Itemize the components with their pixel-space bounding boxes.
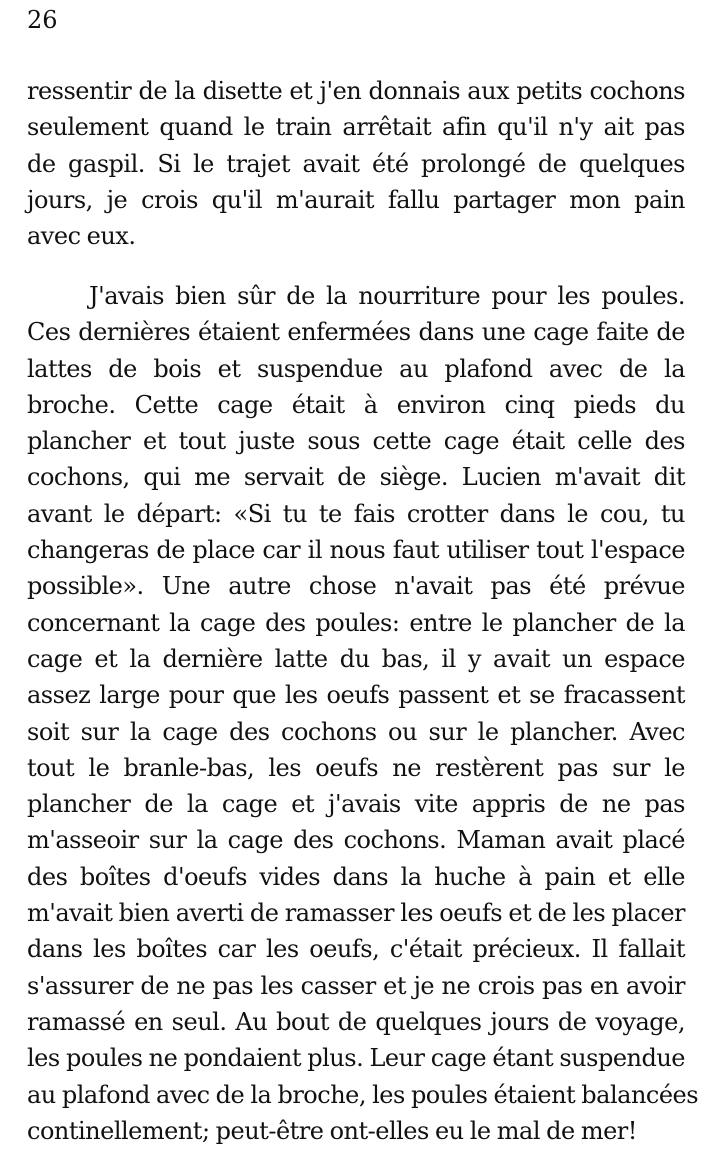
- text-line: m'asseoir sur la cage des cochons. Maman avait placé: [27, 826, 685, 855]
- text-line: continellement; peut-être ont-elles eu le mal de mer!: [27, 1116, 637, 1145]
- text-line: J'avais bien sûr de la nourriture pour les poules.: [89, 282, 685, 310]
- text-line: changeras de place car il nous faut utiliser tout l'espace: [27, 536, 685, 565]
- text-line: avec eux.: [27, 222, 136, 251]
- text-line: avant le départ: «Si tu te fais crotter dans le cou, tu: [27, 499, 685, 528]
- paragraph-2: [27, 278, 699, 1149]
- text-line: m'avait bien averti de ramasser les oeufs et de les placer: [27, 899, 685, 928]
- text-line: soit sur la cage des cochons ou sur le plancher. Avec: [27, 717, 685, 746]
- text-line: possible». Une autre chose n'avait pas été prévue: [27, 572, 685, 601]
- text-line: assez large pour que les oeufs passent et se fracassent: [27, 681, 685, 710]
- text-line: ressentir de la disette et j'en donnais aux petits cochons: [27, 77, 685, 105]
- text-line: s'assurer de ne pas les casser et je ne crois pas en avoir: [27, 971, 685, 1000]
- paragraph-1: [27, 73, 685, 254]
- text-line: lattes de bois et suspendue au plafond avec de la: [27, 354, 685, 383]
- text-line: plancher de la cage et j'avais vite appris de ne pas: [27, 790, 685, 819]
- text-line: de gaspil. Si le trajet avait été prolongé de quelques: [27, 149, 685, 178]
- text-line: des boîtes d'oeufs vides dans la huche à pain et elle: [27, 862, 685, 891]
- text-line: au plafond avec de la broche, les poules étaient balancées: [27, 1080, 699, 1109]
- text-line: broche. Cette cage était à environ cinq pieds du: [27, 390, 685, 419]
- text-line: tout le branle-bas, les oeufs ne restèrent pas sur le: [27, 753, 685, 782]
- text-line: seulement quand le train arrêtait afin qu'il n'y ait pas: [27, 113, 685, 142]
- text-line: les poules ne pondaient plus. Leur cage étant suspendue: [27, 1044, 685, 1073]
- text-line: plancher et tout juste sous cette cage était celle des: [27, 427, 685, 456]
- text-line: jours, je crois qu'il m'aurait fallu partager mon pain: [27, 185, 685, 214]
- text-line: cochons, qui me servait de siège. Lucien m'avait dit: [27, 463, 685, 492]
- text-line: Ces dernières étaient enfermées dans une cage faite de: [27, 318, 685, 347]
- text-line: cage et la dernière latte du bas, il y avait un espace: [27, 644, 685, 673]
- text-line: concernant la cage des poules: entre le plancher de la: [27, 608, 685, 637]
- text-line: dans les boîtes car les oeufs, c'était précieux. Il fallait: [27, 935, 685, 964]
- text-line: ramassé en seul. Au bout de quelques jours de voyage,: [27, 1007, 685, 1036]
- page-number: 26: [27, 6, 58, 34]
